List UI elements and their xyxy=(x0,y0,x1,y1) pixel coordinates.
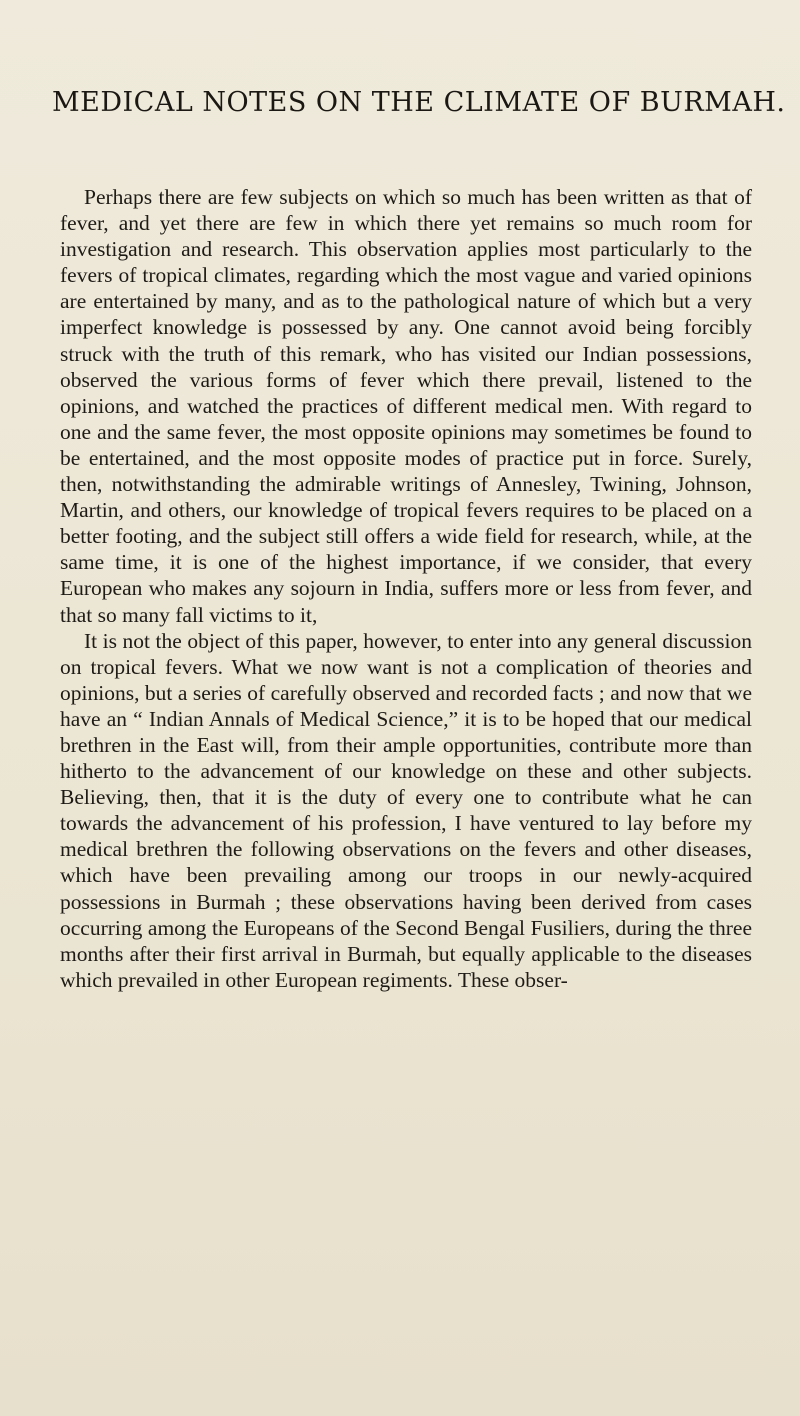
paragraph: It is not the object of this paper, however, to enter into any general discussion on tropical fevers. What we now want is not a complication of theories and opinions, but a series of carefully observed and recorded facts ; and now that we have an “ Indian Annals of Medical Science,” it is to be hoped that our medical brethren in the East will, from their ample opportunities, contribute more than hitherto to the advancement of our knowledge on these and other subjects. Believing, then, that it is the duty of every one to contribute what he can towards the advancement of his profession, I have ventured to lay before my medical brethren the following observations on the fevers and other diseases, which have been prevailing among our troops in our newly-acquired possessions in Burmah ; these observations having been derived from cases occurring among the Europeans of the Second Bengal Fusiliers, during the three months after their first arrival in Burmah, but equally applicable to the diseases which prevailed in other European regiments. These obser- xyxy=(60,628,752,992)
page-title: MEDICAL NOTES ON THE CLIMATE OF BURMAH. xyxy=(52,87,786,118)
body-text xyxy=(60,184,752,993)
paragraph: Perhaps there are few subjects on which so much has been written as that of fever, and yet there are few in which there yet remains so much room for investigation and research. This observation applies most particularly to the fevers of tropical climates, regarding which the most vague and varied opinions are entertained by many, and as to the pathological nature of which but a very imperfect knowledge is possessed by any. One cannot avoid being forcibly struck with the truth of this remark, who has visited our Indian possessions, observed the various forms of fever which there prevail, listened to the opinions, and watched the practices of different medical men. With regard to one and the same fever, the most opposite opinions may sometimes be found to be entertained, and the most opposite modes of practice put in force. Surely, then, notwithstanding the admirable writings of Annesley, Twining, Johnson, Martin, and others, our knowledge of tropical fevers requires to be placed on a better footing, and the subject still offers a wide field for research, while, at the same time, it is one of the highest importance, if we consider, that every European who makes any sojourn in India, suffers more or less from fever, and that so many fall victims to it, xyxy=(60,185,752,627)
